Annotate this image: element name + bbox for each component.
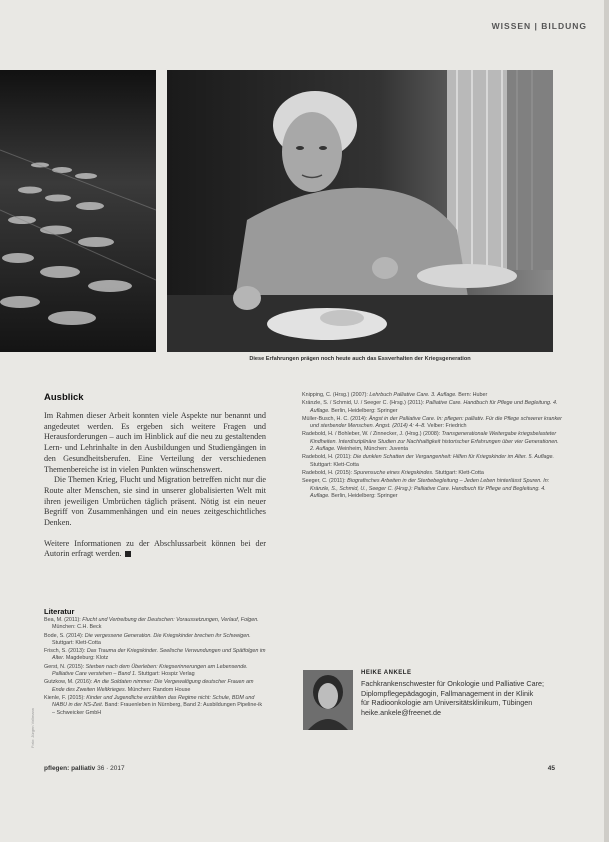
reference-item: Müller-Busch, H. C. (2014): Ängst in der Palliative Care. In: pflegen: palliativ. Für die Pflege schwerer kranker und sterbender Menschen. Angst. (2014) 4: 4–8. Velber: Friedrich	[302, 415, 562, 430]
elderly-woman-photo	[167, 70, 553, 352]
reference-item: Gutzkow, M. (2016): An die Soldaten nimmer: Die Vergewaltigung deutscher Frauen am Ende des Zweiten Weltkrieges. München: Random House	[44, 679, 254, 693]
literature-title: Literatur	[44, 607, 75, 616]
photo-caption: Diese Erfahrungen prägen noch heute auch das Essverhalten der Kriegsgeneration	[249, 356, 471, 362]
literature-list-left	[44, 617, 266, 718]
author-name: HEIKE ANKELE	[361, 670, 412, 676]
reference-item: Radebold, H. / Bohleber, W. / Zinnecker, J. (Hrsg.) (2008): Transgenerationale Weitergabe kriegsbelasteter Kindheiten. Interdisziplinäre Studien zur Nachhaltigkeit historischer Erfahrungen über vier Generationen. 2. Auflage. Weinheim, München: Juventa	[302, 431, 559, 453]
reference-item: Radebold, H. (2015): Spurensuche eines Kriegskindes. Stuttgart: Klett-Cotta	[302, 469, 484, 476]
reference-item: Kränzle, S. / Schmid, U. / Seeger C. (Hrsg.) (2011): Palliative Care. Handbuch für Pflege und Begleitung. 4. Auflage. Berlin, Heidelberg: Springer	[302, 400, 558, 414]
article-body	[44, 411, 266, 560]
paragraph-2: Die Themen Krieg, Flucht und Migration betreffen nicht nur die Route alter Menschen, sie sind in unserer globalisierten Welt mit ihren jeweiligen Umbrüchen täglich präsent. Nötig ist ein neuer Begriff von Zusammenhängen und ein neues zeitgeschichtliches Denken.	[44, 475, 266, 528]
plates-photo	[0, 70, 156, 352]
author-email[interactable]: heike.ankele@freenet.de	[361, 707, 442, 717]
page-edge	[604, 0, 609, 842]
author-box	[361, 670, 571, 717]
running-head: WISSEN | BILDUNG	[491, 21, 587, 31]
reference-item: Kienle, F. (2015): Kinder und Jugendliche erzählten das Regime nicht: Schule, BDM und NABU in der NS-Zeit. Band: Frauenleben in Nürnberg, Band 2: Ausbildungen Pipeline-ik – Schweicker GmbH	[44, 694, 263, 716]
footer-magazine	[44, 765, 125, 772]
reference-item: Knipping, C. (Hrsg.) (2007): Lehrbuch Palliative Care. 3. Auflage. Bern: Huber	[302, 392, 488, 398]
paragraph-3-text: Weitere Informationen zu der Abschlussarbeit können bei der Autorin erfragt werden.	[44, 538, 266, 559]
paragraph-1: Im Rahmen dieser Arbeit konnten viele Aspekte nur benannt und angedeutet werden. Es ergeben sich weitere Fragen und Herausforderungen – auch im Hinblick auf die neu zu gestaltenden Lern- und Lehrinhalte in den Ausbildungen und Studiengängen in den Gesundheitsberufen. Eine Verteilung der verschiedenen Themenbereiche ist in vielen Punkten wünschenswert.	[44, 411, 266, 474]
photo-credit: Foto: Jürgen Vollmann	[30, 707, 35, 748]
reference-item: Frisch, S. (2013): Das Trauma der Kriegskinder. Seelische Verwundungen und Spätfolgen im Alter. Magdeburg: Klotz	[44, 648, 266, 662]
reference-item: Bea, M. (2011): Flucht und Vertreibung der Deutschen: Voraussetzungen, Verlauf, Folgen. München: C.H. Beck	[44, 617, 259, 631]
literature-list-right	[302, 392, 564, 501]
section-title: Ausblick	[44, 392, 84, 403]
issue-number: 36 · 2017	[97, 765, 125, 772]
end-mark	[125, 551, 131, 557]
magazine-name: pflegen: palliativ	[44, 765, 96, 772]
author-bio: Fachkrankenschwester für Onkologie und Palliative Care; Diplompflegepädagogin, Fallmanagement in der Klinik für Radioonkologie am Universitätsklinikum, Tübingen heike.ankele@freenet.de	[361, 679, 571, 717]
reference-item: Bode, S. (2014): Die vergessene Generation. Die Kriegskinder brechen ihr Schweigen. Stuttgart: Klett-Cotta	[44, 632, 251, 646]
reference-item: Gerst, N. (2015): Sterben nach dem Überleben: Kriegserinnerungen am Lebensende. Palliative Care verstehen – Band 1. Stuttgart: Hospiz Verlag	[44, 663, 248, 678]
reference-item: Radebold, H. (2011): Die dunklen Schatten der Vergangenheit: Hilfen für Kriegskinder im Alter. 5. Auflage. Stuttgart: Klett-Cotta	[302, 454, 555, 468]
author-portrait	[303, 670, 353, 730]
reference-item: Seeger, C. (2011): Biografisches Arbeiten in der Sterbebegleitung – Jeden Leben hinterlässt Spuren. In: Kränzle, S., Schmid, U., Seeger C. (Hrsg.): Palliative Care. Handbuch für Pflege und Begleitung. 4. Auflage. Berlin, Heidelberg: Springer	[302, 478, 550, 499]
paragraph-3	[44, 539, 266, 560]
page-number: 45	[547, 765, 555, 772]
